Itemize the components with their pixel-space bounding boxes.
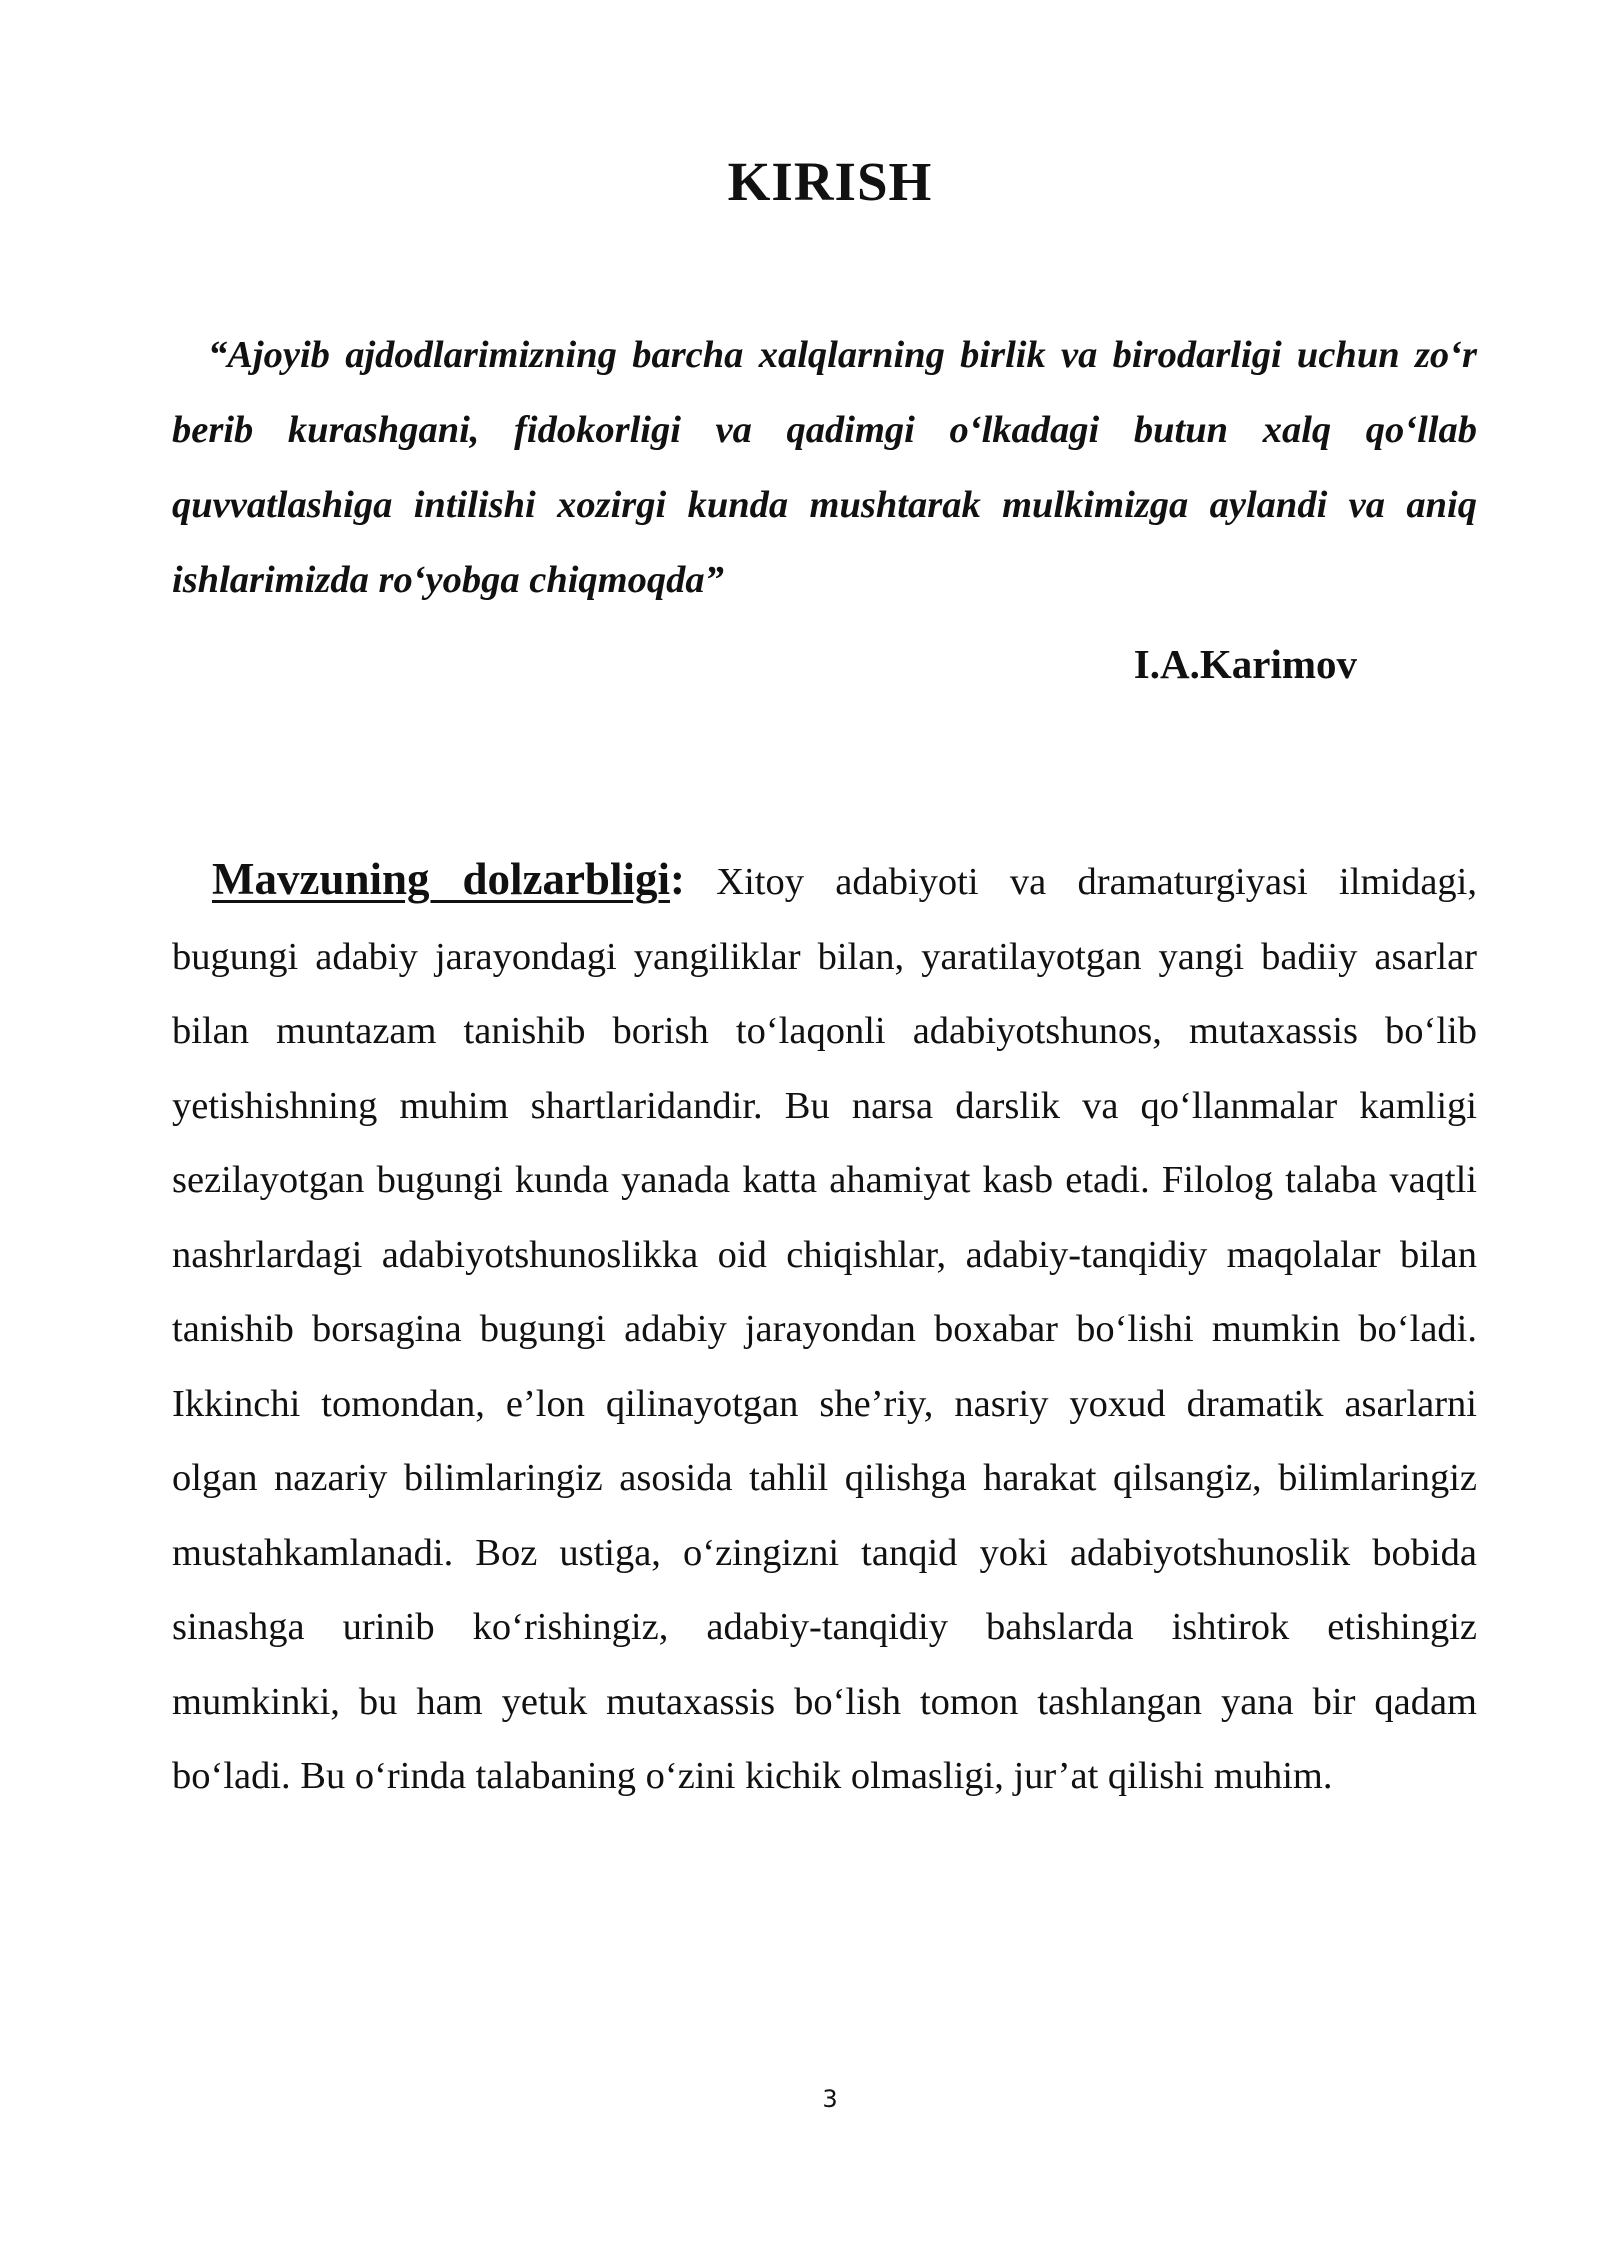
section-heading-colon: : xyxy=(669,854,685,904)
epigraph-author: I.A.Karimov xyxy=(1133,641,1357,687)
page-number: 3 xyxy=(822,2085,838,2113)
section-body: Xitoy adabiyoti va dramaturgiyasi ilmidagi, bugungi adabiy jarayondagi yangiliklar bilan, yaratilayotgan yangi badiiy asarlar bilan muntazam tanishib borish to‘laqonli adabiyotshunos, mutaxassis bo‘lib yetishishning muhim shartlaridandir. Bu narsa darslik va qo‘llanmalar kamligi sezilayotgan bugungi kunda yanada katta ahamiyat kasb etadi. Filolog talaba vaqtli nashrlardagi adabiyotshunoslikka oid chiqishlar, adabiy-tanqidiy maqolalar bilan tanishib borsagina bugungi adabiy jarayondan boxabar bo‘lishi mumkin bo‘ladi. Ikkinchi tomondan, e’lon qilinayotgan she’riy, nasriy yoxud dramatik asarlarni olgan nazariy bilimlaringiz asosida tahlil qilishga harakat qilsangiz, bilimlaringiz mustahkamlanadi. Boz ustiga, o‘zingizni tanqid yoki adabiyotshunoslik bobida sinashga urinib ko‘rishingiz, adabiy-tanqidiy bahslarda ishtirok etishingiz mumkinki, bu ham yetuk mutaxassis bo‘lish tomon tashlangan yana bir qadam bo‘ladi. Bu o‘rinda talabaning o‘zini kichik olmasligi, jur’at qilishi muhim. xyxy=(172,861,1478,1797)
section-paragraph xyxy=(172,842,1477,1814)
section-heading: Mavzuning dolzarbligi xyxy=(212,854,670,904)
epigraph-quote: “Ajoyib ajdodlarimizning barcha xalqlarning birlik va birodarligi uchun zo‘r berib kurashgani, fidokorligi va qadimgi o‘lkadagi butun xalq qo‘llab quvvatlashiga intilishi xozirgi kunda mushtarak mulkimizga aylandi va aniq ishlarimizda ro‘yobga chiqmoqda” xyxy=(172,334,1477,601)
page-title: KIRISH xyxy=(727,151,933,212)
